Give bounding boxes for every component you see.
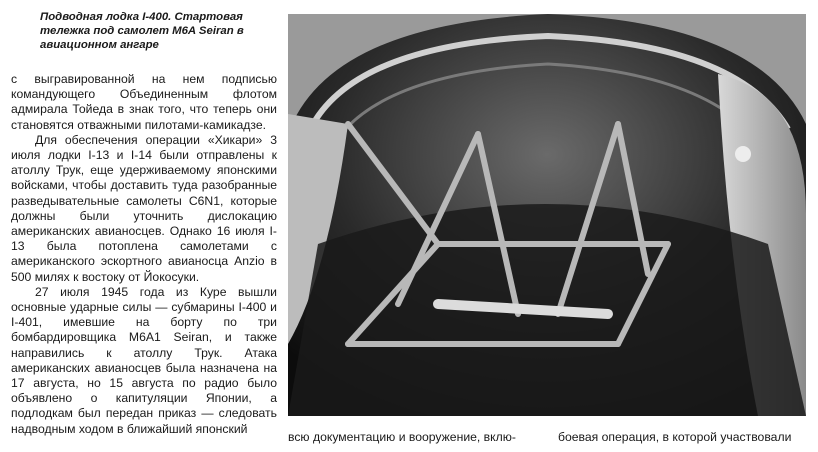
right-column-text: боевая операция, в которой участвовали bbox=[558, 430, 792, 444]
hangar-illustration bbox=[288, 14, 806, 416]
paragraph-1: с выгравированной на нем подписью командующего Объединенным флотом адмирала Тойеда в знак того, что теперь они становятся отважными пилотами-камикадзе. bbox=[11, 72, 277, 132]
article-left-column bbox=[11, 72, 277, 437]
hangar-photo bbox=[288, 14, 806, 416]
photo-caption: Подводная лодка I-400. Стартовая тележка под самолет M6A Seiran в авиационном ангаре bbox=[40, 11, 244, 51]
middle-column-text: всю документацию и вооружение, вклю- bbox=[288, 430, 516, 444]
paragraph-3: 27 июля 1945 года из Куре вышли основные ударные силы — субмарины I-400 и I-401, имевшие на борту по три бомбардировщика M6A1 Seiran, и также направились к атоллу Трук. Атака американских авианосцев была назначена на 17 августа, но 15 августа по радио было объявлено о капитуляции Японии, а подлодкам был передан приказ — следовать надводным ходом в ближайший японский bbox=[11, 284, 277, 436]
paragraph-2: Для обеспечения операции «Хикари» 3 июля лодки I-13 и I-14 были отправлены к атоллу Трук, еще удерживаемому японскими войсками, чтобы доставить туда разобранные разведывательные самолеты C6N1, которые должны были уточнить дислокацию американских авианосцев. Однако 16 июля I-13 была потоплена самолетами с американского эскортного авианосца Anzio в 500 милях к востоку от Йокосуки. bbox=[11, 132, 277, 284]
